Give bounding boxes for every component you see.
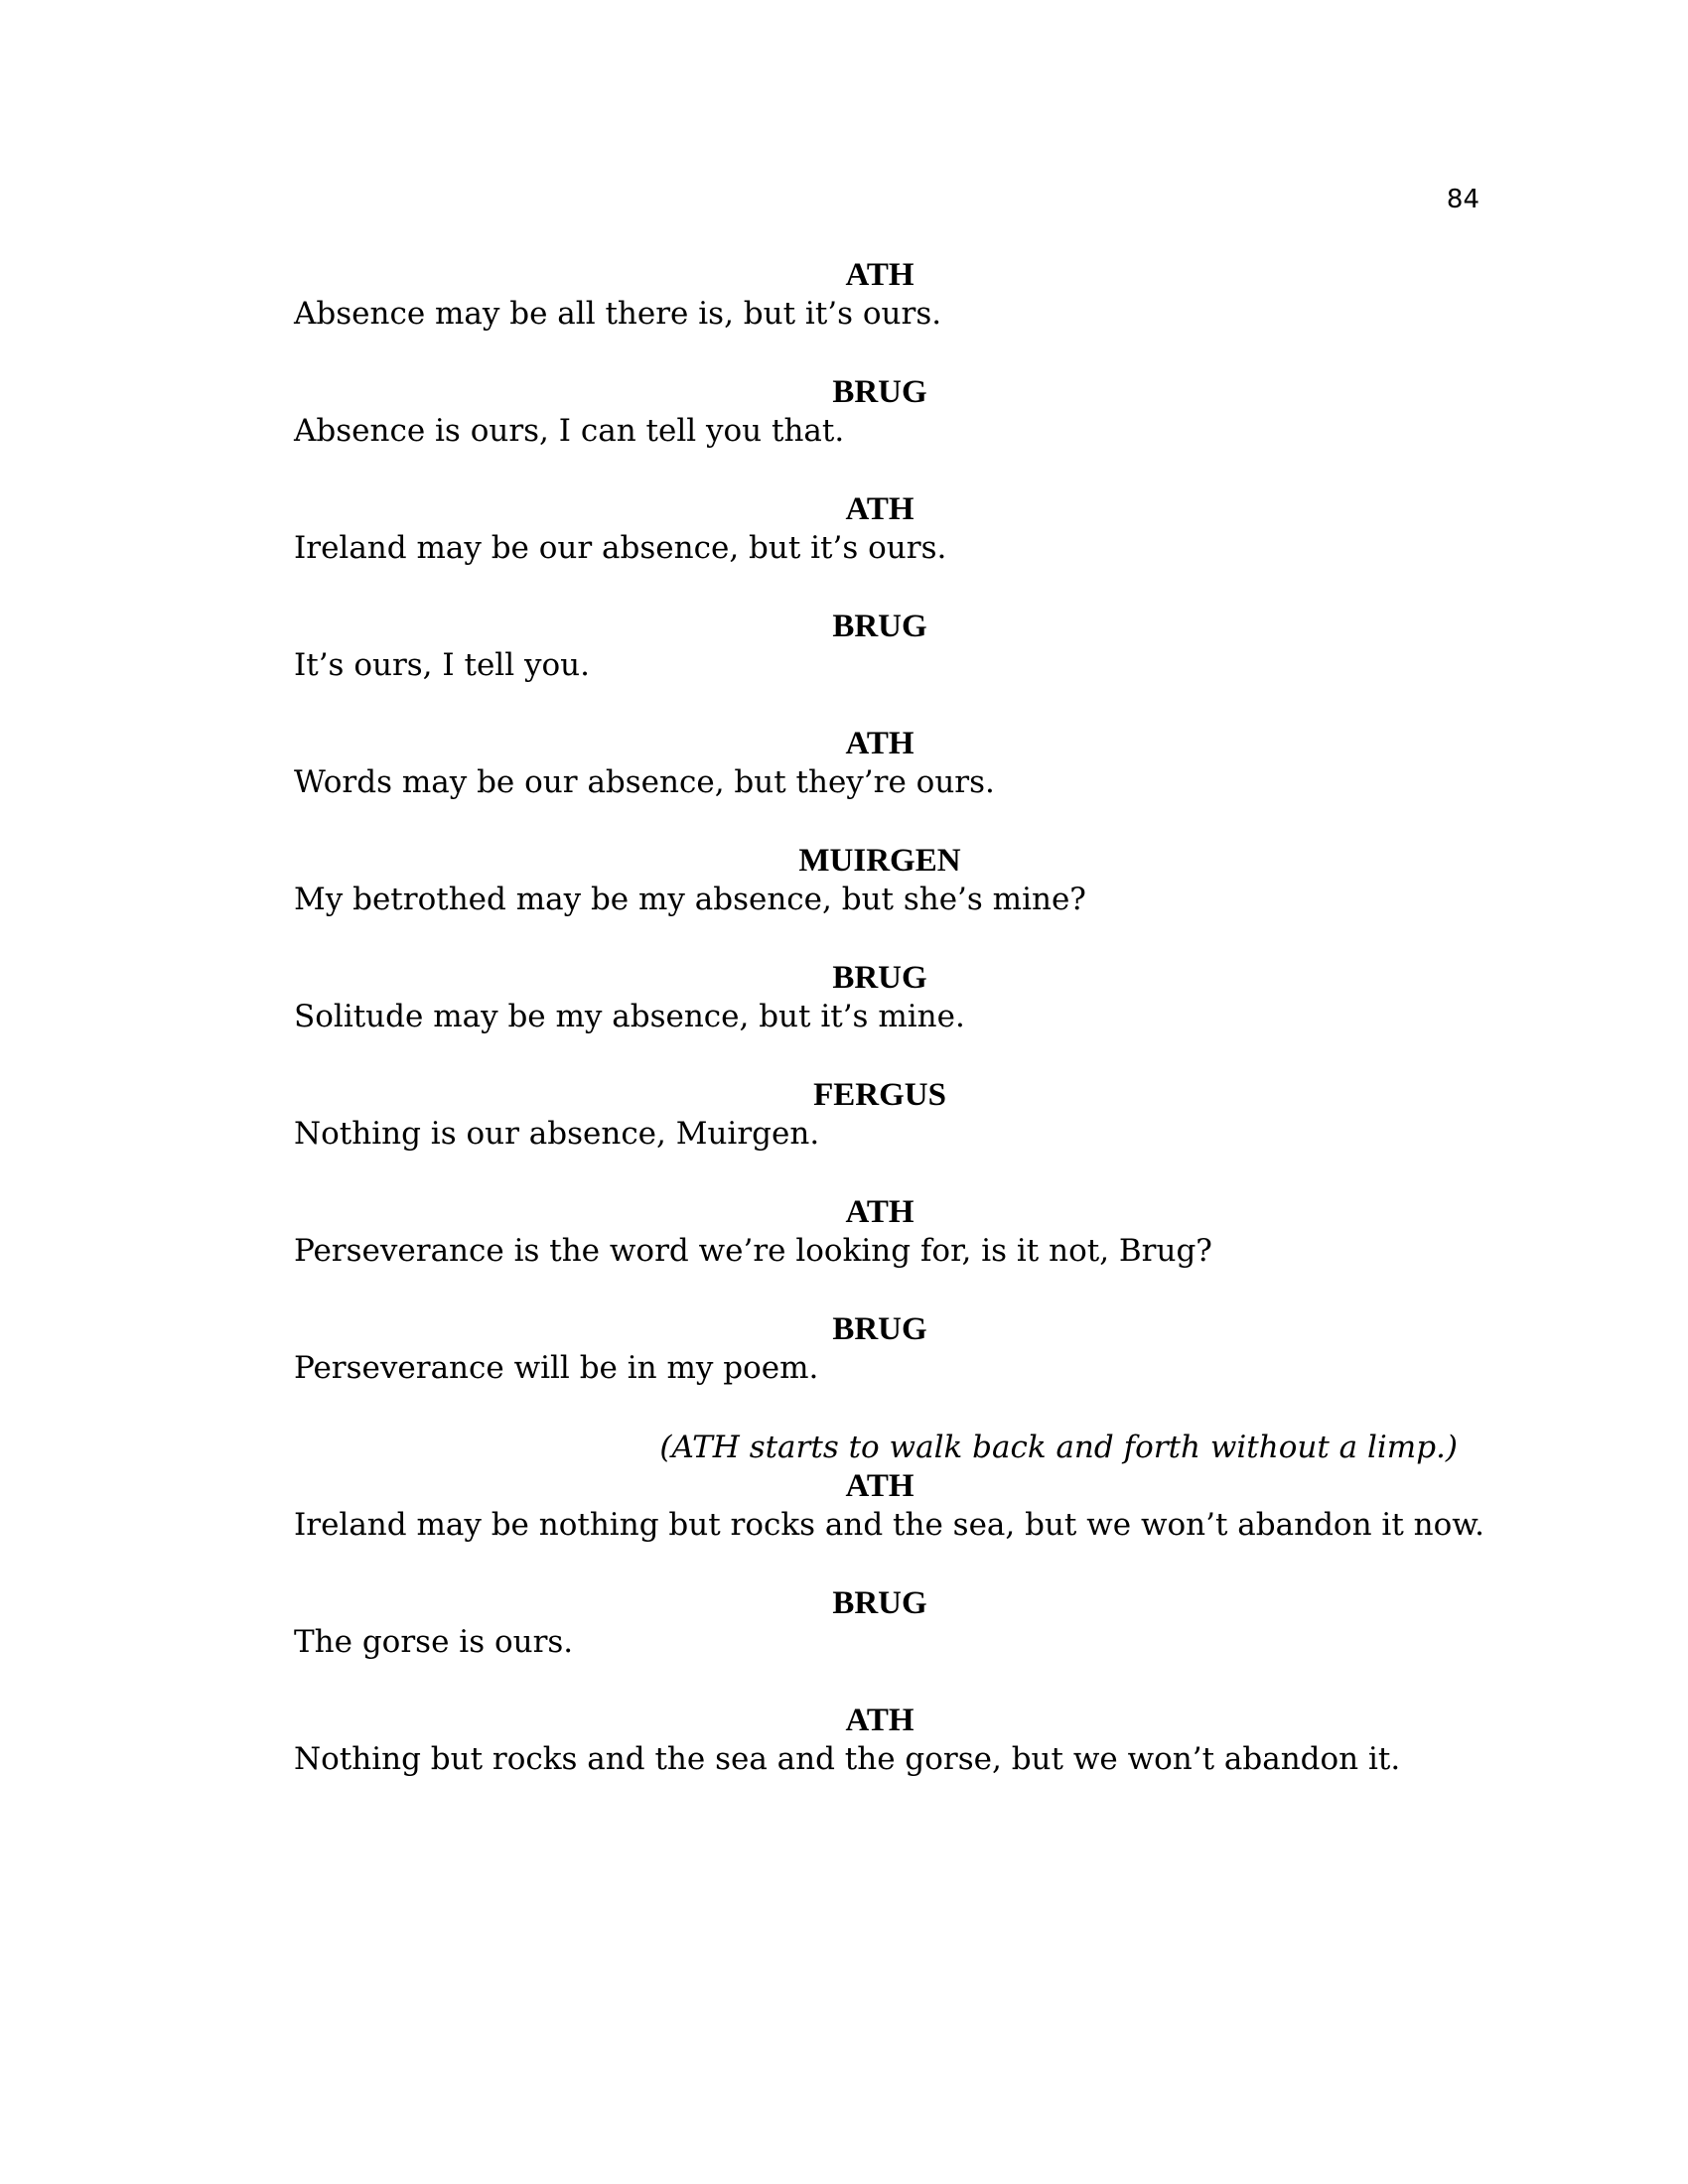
page-number: 84 <box>1446 185 1479 214</box>
dialogue-line: Perseverance will be in my poem. <box>294 1350 819 1386</box>
dialogue-line: Absence may be all there is, but it’s ours. <box>294 296 942 332</box>
dialogue-line: The gorse is ours. <box>294 1624 574 1660</box>
dialogue-line: Ireland may be nothing but rocks and the sea, but we won’t abandon it now. <box>294 1507 1484 1543</box>
dialogue-block <box>294 1428 1484 1545</box>
speaker-name: ATH <box>845 257 914 293</box>
speaker-name: ATH <box>845 1194 914 1230</box>
dialogue-line: Nothing but rocks and the sea and the gorse, but we won’t abandon it. <box>294 1741 1401 1777</box>
dialogue-block <box>294 373 1466 451</box>
dialogue-block <box>294 842 1466 919</box>
speaker-name: ATH <box>845 1703 914 1738</box>
dialogue-block <box>294 1310 1466 1388</box>
dialogue-block <box>294 1584 1466 1662</box>
dialogue-line: It’s ours, I tell you. <box>294 647 590 683</box>
speaker-name: BRUG <box>832 1585 927 1621</box>
dialogue-line: Nothing is our absence, Muirgen. <box>294 1116 820 1152</box>
dialogue-block <box>294 959 1466 1036</box>
dialogue-block <box>294 1076 1466 1154</box>
speaker-name: BRUG <box>832 609 927 644</box>
speaker-name: MUIRGEN <box>798 843 961 879</box>
speaker-name: FERGUS <box>813 1077 946 1113</box>
speaker-name: BRUG <box>832 960 927 996</box>
dialogue-block <box>294 1702 1466 1779</box>
stage-direction: (ATH starts to walk back and forth without a limp.) <box>659 1430 1458 1465</box>
dialogue-line: Ireland may be our absence, but it’s ours. <box>294 530 947 566</box>
script-body <box>294 256 1484 1819</box>
speaker-name: ATH <box>845 491 914 527</box>
dialogue-line: My betrothed may be my absence, but she’s mine? <box>294 882 1086 917</box>
dialogue-block <box>294 725 1466 802</box>
speaker-name: ATH <box>845 1468 914 1504</box>
dialogue-line: Absence is ours, I can tell you that. <box>294 413 845 449</box>
dialogue-block <box>294 608 1466 685</box>
speaker-name: ATH <box>845 726 914 761</box>
dialogue-line: Perseverance is the word we’re looking for, is it not, Brug? <box>294 1233 1212 1269</box>
dialogue-block <box>294 490 1466 568</box>
speaker-name: BRUG <box>832 374 927 410</box>
dialogue-line: Solitude may be my absence, but it’s mine. <box>294 999 965 1034</box>
dialogue-line: Words may be our absence, but they’re ours. <box>294 764 995 800</box>
dialogue-block <box>294 1193 1466 1271</box>
dialogue-block <box>294 256 1466 334</box>
speaker-name: BRUG <box>832 1311 927 1347</box>
